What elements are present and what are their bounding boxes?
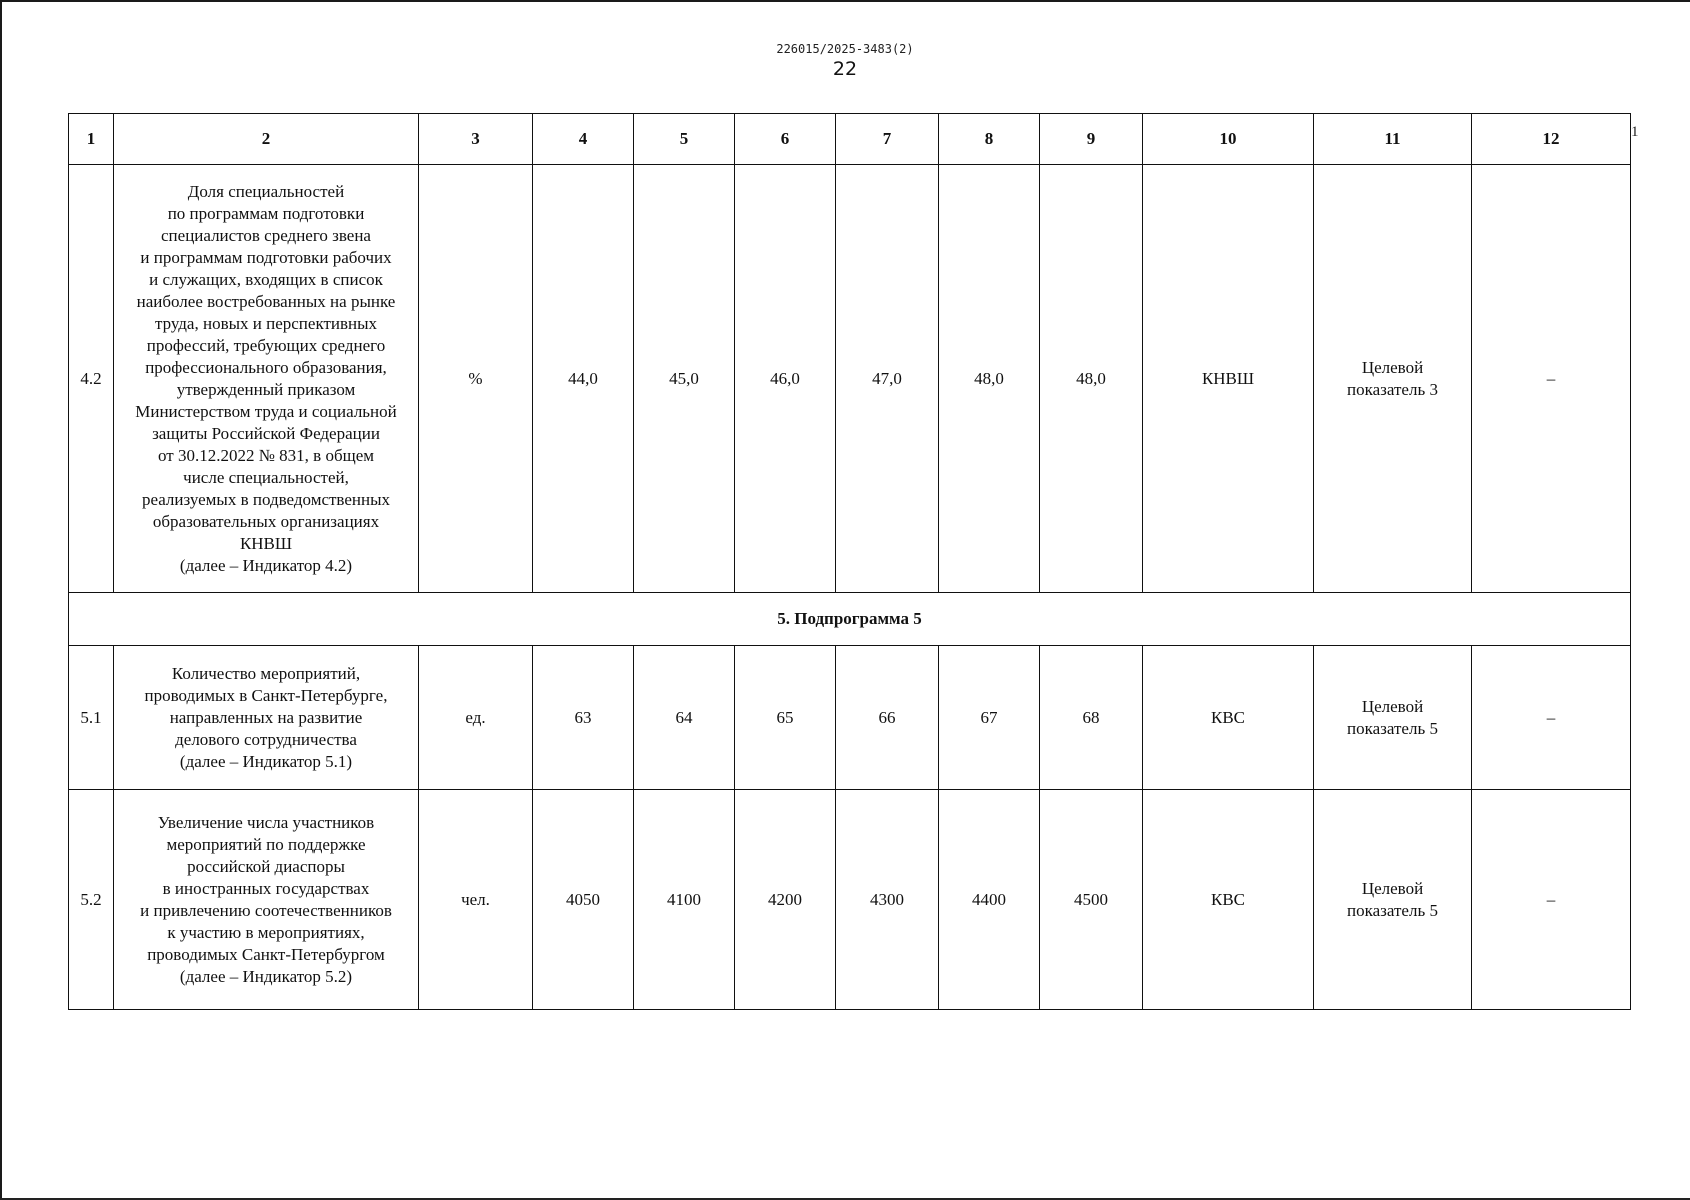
description-line: (далее – Индикатор 5.1) <box>179 751 353 771</box>
target-line: Целевой <box>1361 357 1424 377</box>
description-line: профессий, требующих среднего <box>146 335 386 355</box>
value-cell: 66 <box>836 646 939 790</box>
target-cell <box>1314 165 1472 593</box>
scan-edge-top <box>0 0 1690 2</box>
description-line: специалистов среднего звена <box>161 225 371 245</box>
responsible-cell: КНВШ <box>1143 165 1314 593</box>
row-id: 4.2 <box>69 165 114 593</box>
indicators-table <box>68 113 1631 1010</box>
row-id: 5.1 <box>69 646 114 790</box>
unit-cell: % <box>419 165 533 593</box>
description-line: (далее – Индикатор 5.2) <box>179 966 353 986</box>
column-header: 2 <box>114 114 419 165</box>
value-cell: 4400 <box>939 790 1040 1010</box>
target-line: показатель 3 <box>1347 379 1438 399</box>
description-line: реализуемых в подведомственных <box>141 489 391 509</box>
responsible-cell: КВС <box>1143 646 1314 790</box>
value-cell: 48,0 <box>1040 165 1143 593</box>
description-line: труда, новых и перспективных <box>154 313 378 333</box>
description-line: направленных на развитие <box>169 707 363 727</box>
note-cell: – <box>1472 165 1631 593</box>
note-cell: – <box>1472 646 1631 790</box>
description-line: Министерством труда и социальной <box>135 401 397 421</box>
description-line: Количество мероприятий, <box>171 663 361 683</box>
value-cell: 4200 <box>735 790 836 1010</box>
column-header: 5 <box>634 114 735 165</box>
value-cell: 4050 <box>533 790 634 1010</box>
description-line: российской диаспоры <box>187 856 345 876</box>
page-number: 22 <box>832 58 858 80</box>
section-row <box>69 593 1631 646</box>
column-header: 4 <box>533 114 634 165</box>
trailing-mark: 1 <box>1631 124 1639 140</box>
description-line: и привлечению соотечественников <box>140 900 392 920</box>
document-number: 226015/2025-3483(2) <box>776 42 914 56</box>
description-line: в иностранных государствах <box>162 878 370 898</box>
column-header: 11 <box>1314 114 1472 165</box>
table-header-row <box>69 114 1631 165</box>
description-line: (далее – Индикатор 4.2) <box>179 555 353 575</box>
value-cell: 45,0 <box>634 165 735 593</box>
column-header: 7 <box>836 114 939 165</box>
value-cell: 47,0 <box>836 165 939 593</box>
value-cell: 4300 <box>836 790 939 1010</box>
value-cell: 64 <box>634 646 735 790</box>
description-line: делового сотрудничества <box>175 729 357 749</box>
description-line: образовательных организациях <box>152 511 380 531</box>
description-line: числе специальностей, <box>183 467 349 487</box>
table-row <box>69 646 1631 790</box>
description-line: Увеличение числа участников <box>157 812 375 832</box>
description-line: КНВШ <box>239 533 293 553</box>
description-line: Доля специальностей <box>187 181 345 201</box>
scan-edge-left <box>0 0 2 1200</box>
value-cell: 48,0 <box>939 165 1040 593</box>
value-cell: 46,0 <box>735 165 836 593</box>
table-row <box>69 165 1631 593</box>
column-header: 3 <box>419 114 533 165</box>
target-line: Целевой <box>1361 696 1424 716</box>
indicator-description <box>114 790 419 1010</box>
column-header: 1 <box>69 114 114 165</box>
column-header: 8 <box>939 114 1040 165</box>
table-row <box>69 790 1631 1010</box>
column-header: 10 <box>1143 114 1314 165</box>
target-cell <box>1314 646 1472 790</box>
indicator-description <box>114 646 419 790</box>
indicator-description <box>114 165 419 593</box>
section-title: 5. Подпрограмма 5 <box>69 593 1631 646</box>
description-line: защиты Российской Федерации <box>152 423 380 443</box>
unit-cell: чел. <box>419 790 533 1010</box>
column-header: 12 <box>1472 114 1631 165</box>
value-cell: 4100 <box>634 790 735 1010</box>
description-line: по программам подготовки <box>167 203 365 223</box>
target-cell <box>1314 790 1472 1010</box>
value-cell: 44,0 <box>533 165 634 593</box>
description-line: от 30.12.2022 № 831, в общем <box>158 445 374 465</box>
responsible-cell: КВС <box>1143 790 1314 1010</box>
description-line: мероприятий по поддержке <box>166 834 366 854</box>
description-line: проводимых Санкт-Петербургом <box>147 944 385 964</box>
value-cell: 4500 <box>1040 790 1143 1010</box>
target-line: показатель 5 <box>1347 718 1438 738</box>
description-line: профессионального образования, <box>145 357 387 377</box>
description-line: и программам подготовки рабочих <box>140 247 392 267</box>
column-header: 9 <box>1040 114 1143 165</box>
description-line: наиболее востребованных на рынке <box>136 291 396 311</box>
value-cell: 63 <box>533 646 634 790</box>
value-cell: 68 <box>1040 646 1143 790</box>
value-cell: 65 <box>735 646 836 790</box>
target-line: показатель 5 <box>1347 900 1438 920</box>
description-line: и служащих, входящих в список <box>149 269 383 289</box>
unit-cell: ед. <box>419 646 533 790</box>
description-line: проводимых в Санкт-Петербурге, <box>144 685 388 705</box>
column-header: 6 <box>735 114 836 165</box>
row-id: 5.2 <box>69 790 114 1010</box>
value-cell: 67 <box>939 646 1040 790</box>
description-line: к участию в мероприятиях, <box>167 922 365 942</box>
description-line: утвержденный приказом <box>176 379 356 399</box>
target-line: Целевой <box>1361 878 1424 898</box>
note-cell: – <box>1472 790 1631 1010</box>
